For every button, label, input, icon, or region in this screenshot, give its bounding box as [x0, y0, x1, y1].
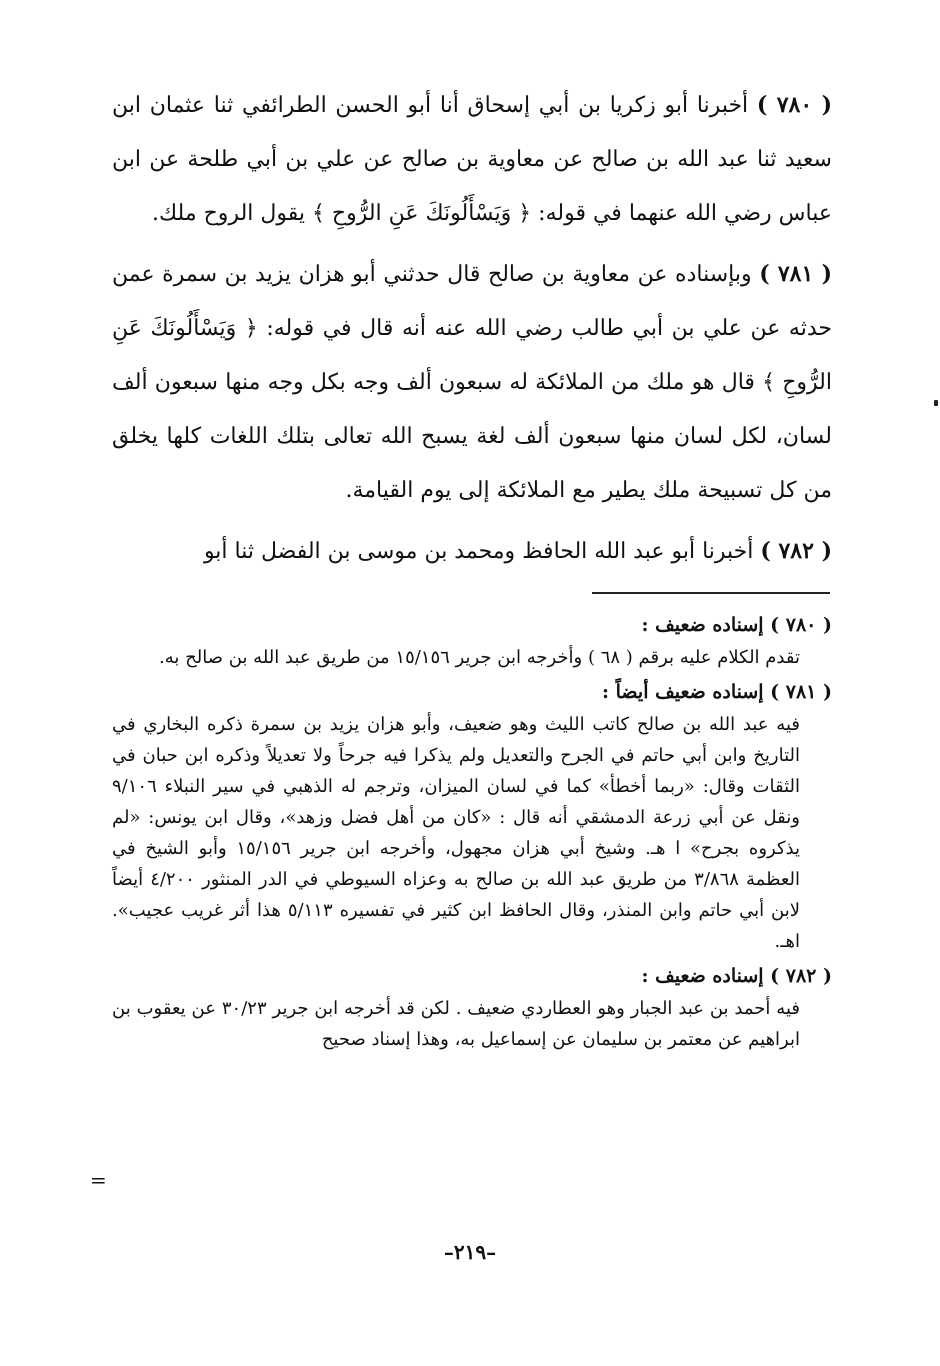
footnote-heading: ( ٧٨٠ ) إسناده ضعيف :	[641, 614, 832, 636]
hadith-number: ( ٧٨٠ )	[756, 92, 832, 118]
hadith-text: أخبرنا أبو زكريا بن أبي إسحاق أنا أبو الحسن الطرائفي ثنا عثمان ابن سعيد ثنا عبد الله بن صالح عن معاوية بن صالح عن علي بن أبي طلحة عن ابن عباس رضي الله عنهما في قوله: ﴿ وَيَسْأَلُونَكَ عَنِ الرُّوحِ ﴾ يقول الروح ملك.	[112, 93, 832, 226]
footnote-separator	[592, 592, 830, 594]
hadith-number: ( ٧٨١ )	[759, 261, 832, 287]
page-number: –٢١٩–	[443, 1240, 497, 1264]
hadith-number: ( ٧٨٢ )	[760, 538, 832, 564]
main-text	[112, 78, 832, 585]
footnote-heading: ( ٧٨٢ ) إسناده ضعيف :	[641, 965, 832, 987]
footnote-body: تقدم الكلام عليه برقم ( ٦٨ ) وأخرجه ابن جرير ١٥/١٥٦ من طريق عبد الله بن صالح به.	[159, 647, 800, 668]
hadith-text: وبإسناده عن معاوية بن صالح قال حدثني أبو هزان يزيد بن سمرة عمن حدثه عن علي بن أبي طالب رضي الله عنه أنه قال في قوله: ﴿ وَيَسْأَلُونَكَ عَنِ الرُّوحِ ﴾ قال هو ملك من الملائكة له سبعون ألف وجه بكل وجه منها سبعون ألف لسان، لكل لسان منها سبعون ألف لغة يسبح الله تعالى بتلك اللغات كلها يخلق من كل تسبيحة ملك يطير مع الملائكة إلى يوم القيامة.	[112, 262, 832, 503]
footnote-body: فيه أحمد بن عبد الجبار وهو العطاردي ضعيف . لكن قد أخرجه ابن جرير ٣٠/٢٣ عن يعقوب بن ابراهيم عن معتمر بن سليمان عن إسماعيل به، وهذا إسناد صحيح	[112, 998, 800, 1050]
hadith-781	[112, 247, 832, 518]
scan-speck	[934, 400, 938, 406]
footnote-780	[112, 608, 832, 673]
hadith-780	[112, 78, 832, 241]
footnote-782	[112, 959, 832, 1055]
footnote-body: فيه عبد الله بن صالح كاتب الليث وهو ضعيف، وأبو هزان يزيد بن سمرة ذكره البخاري في التاريخ وابن أبي حاتم في الجرح والتعديل ولم يذكرا فيه جرحاً ولا تعديلاً وذكره ابن حبان في الثقات وقال: «ربما أخطأ» كما في لسان الميزان، وترجم له الذهبي في سير النبلاء ٩/١٠٦ ونقل عن أبي زرعة الدمشقي أنه قال : «كان من أهل فضل وزهد»، وقال ابن يونس: «لم يذكروه بجرح» ا هـ. وشيخ أبي هزان مجهول، وأخرجه ابن جرير ١٥/١٥٦ وأبو الشيخ في العظمة ٣/٨٦٨ من طريق عبد الله بن صالح به وعزاه السيوطي في الدر المنثور ٤/٢٠٠ أيضاً لابن أبي حاتم وابن المنذر، وقال الحافظ ابن كثير في تفسيره ٥/١١٣ هذا أثر غريب عجيب». اهـ.	[112, 714, 801, 952]
footnotes	[112, 608, 832, 1057]
hadith-782	[112, 524, 832, 579]
footnote-781	[112, 675, 832, 957]
hadith-text: أخبرنا أبو عبد الله الحافظ ومحمد بن موسى بن الفضل ثنا أبو	[203, 539, 754, 564]
continuation-mark: =	[90, 1168, 107, 1192]
footnote-heading: ( ٧٨١ ) إسناده ضعيف أيضاً :	[602, 681, 832, 703]
